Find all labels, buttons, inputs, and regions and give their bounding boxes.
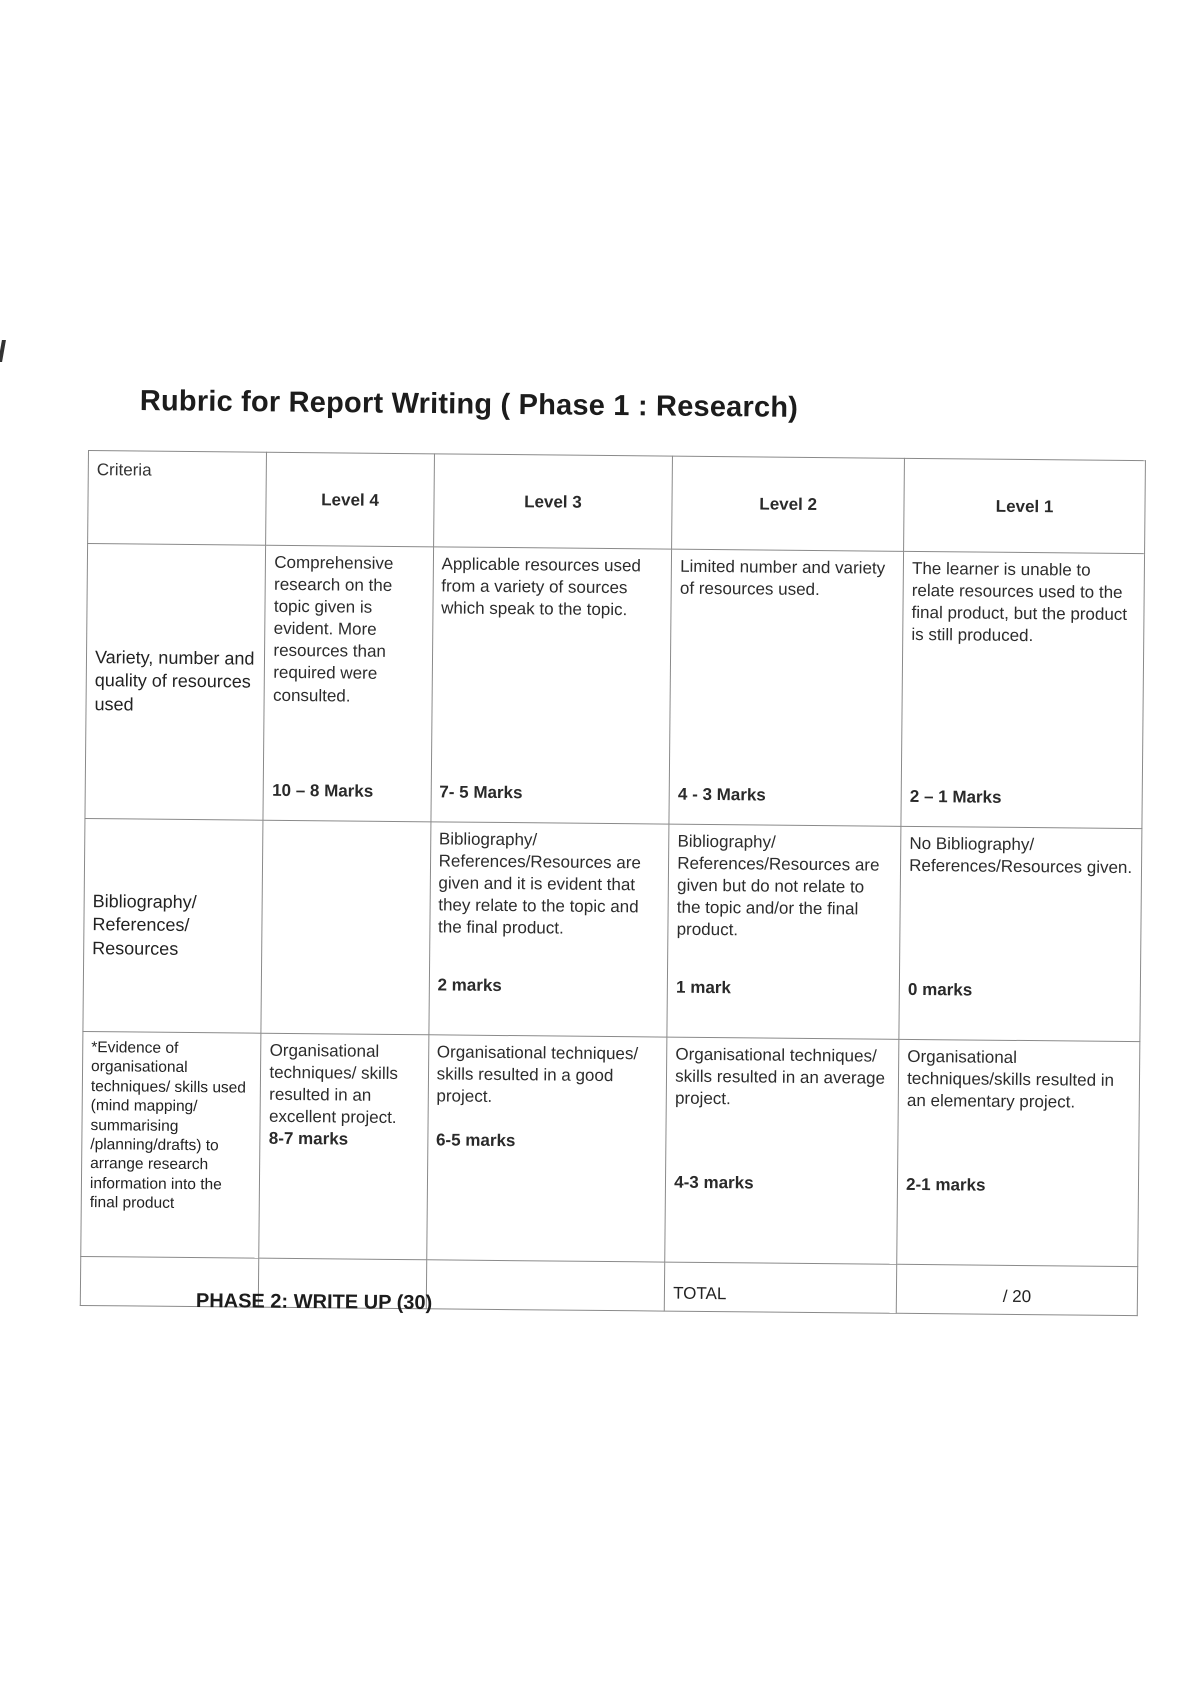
cell-marks: 6-5 marks bbox=[435, 1130, 516, 1151]
rubric-cell bbox=[429, 822, 670, 1037]
total-value: / 20 bbox=[896, 1264, 1137, 1315]
cell-description: Bibliography/ References/Resources are given but do not relate to the topic and/or the final product. bbox=[676, 831, 880, 940]
phase-2-heading: PHASE 2: WRITE UP (30) bbox=[195, 1290, 433, 1315]
cell-description: Organisational techniques/ skills resulted in an average project. bbox=[674, 1044, 886, 1109]
cell-marks: 0 marks bbox=[907, 979, 973, 1000]
cell-description: Bibliography/ References/Resources are given and it is evident that they relate to the topic and the final product. bbox=[437, 829, 641, 938]
cell-description: Limited number and variety of resources used. bbox=[679, 556, 886, 600]
level-4-header: Level 4 bbox=[266, 452, 434, 547]
cell-description: Organisational techniques/ skills resulted in an excellent project. bbox=[268, 1040, 399, 1128]
cell-description: Organisational techniques/skills resulted in an elementary project. bbox=[906, 1046, 1115, 1112]
table-row bbox=[85, 544, 1145, 829]
level-3-header: Level 3 bbox=[433, 454, 672, 549]
rubric-cell bbox=[259, 1033, 428, 1260]
cell-marks: 4 - 3 Marks bbox=[677, 784, 766, 805]
rubric-cell bbox=[431, 547, 672, 824]
cell-marks: 10 – 8 Marks bbox=[272, 780, 374, 801]
cell-marks: 2 – 1 Marks bbox=[909, 786, 1002, 807]
cell-marks: 7- 5 Marks bbox=[439, 782, 523, 803]
cell-marks: 1 mark bbox=[675, 977, 732, 998]
rubric-cell bbox=[897, 1039, 1140, 1266]
rubric-cell bbox=[426, 1035, 667, 1262]
rubric-table bbox=[80, 450, 1146, 1316]
rubric-cell-empty bbox=[261, 820, 430, 1035]
rubric-cell bbox=[669, 549, 904, 826]
edge-mark bbox=[0, 340, 6, 362]
rubric-cell bbox=[901, 551, 1145, 828]
cell-description: The learner is unable to relate resources used to the final product, but the product is still produced. bbox=[911, 558, 1128, 646]
criterion-resources: Variety, number and quality of resources used bbox=[85, 544, 266, 821]
criteria-header: Criteria bbox=[88, 451, 267, 546]
cell-marks: 2 marks bbox=[437, 975, 502, 995]
cell-description: Comprehensive research on the topic given is evident. More resources than required were consulted. bbox=[272, 552, 394, 706]
rubric-cell bbox=[899, 826, 1142, 1041]
table-row bbox=[83, 818, 1142, 1041]
page-title: Rubric for Report Writing ( Phase 1 : Research) bbox=[139, 385, 799, 424]
cell-description: Applicable resources used from a variety of sources which speak to the topic. bbox=[441, 554, 642, 620]
rubric-cell bbox=[263, 545, 433, 822]
criterion-bibliography: Bibliography/ References/ Resources bbox=[83, 818, 263, 1033]
cell-marks: 4-3 marks bbox=[674, 1172, 754, 1193]
rubric-cell bbox=[667, 824, 901, 1039]
header-row bbox=[88, 451, 1146, 554]
total-row-empty bbox=[426, 1260, 665, 1311]
rubric-cell bbox=[665, 1037, 899, 1264]
cell-marks: 8-7 marks bbox=[268, 1129, 349, 1149]
cell-marks: 2-1 marks bbox=[906, 1174, 986, 1195]
criterion-organisation: *Evidence of organisational techniques/ skills used (mind mapping/ summarising /planning/drafts) to arrange research information into the final product bbox=[81, 1031, 262, 1258]
cell-description: No Bibliography/ References/Resources given. bbox=[909, 833, 1133, 878]
table-row bbox=[81, 1031, 1140, 1266]
total-label: TOTAL bbox=[664, 1262, 896, 1313]
level-2-header: Level 2 bbox=[672, 456, 905, 551]
cell-description: Organisational techniques/ skills resulted in a good project. bbox=[436, 1042, 639, 1107]
level-1-header: Level 1 bbox=[904, 458, 1146, 553]
